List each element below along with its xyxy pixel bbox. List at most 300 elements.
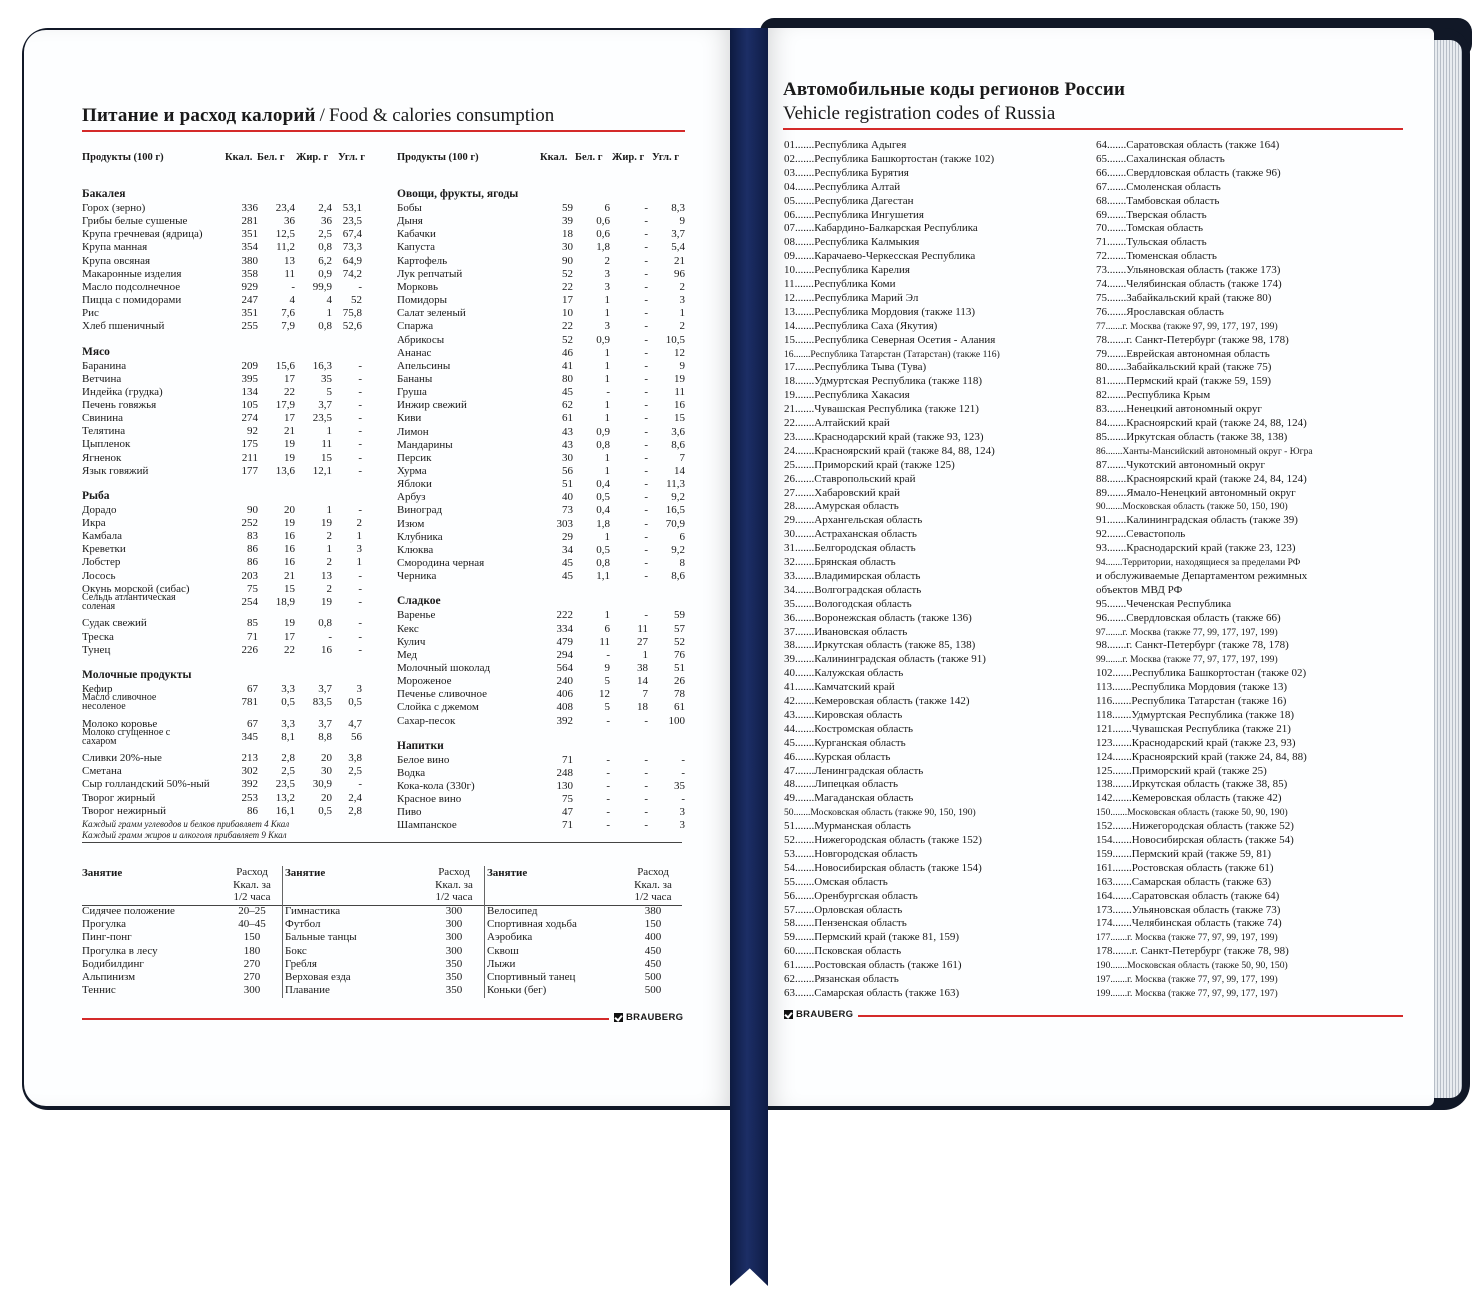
food-row (82, 399, 372, 412)
food-row (82, 543, 372, 556)
food-row (397, 399, 687, 412)
food-row (397, 347, 687, 360)
food-row (397, 465, 687, 478)
food-name: Индейка (грудка) (82, 385, 163, 398)
food-value: 13 (284, 254, 295, 267)
food-value: 3,3 (281, 682, 295, 695)
food-value: 21 (284, 425, 295, 438)
food-value: 3,7 (318, 717, 332, 730)
food-title-en: Food & calories consumption (328, 105, 555, 126)
food-value: - (644, 766, 648, 779)
food-value: 0,5 (318, 804, 332, 817)
food-value: 27 (637, 635, 648, 648)
food-value: 2,4 (348, 791, 362, 804)
food-row (82, 792, 372, 805)
food-value: 99,9 (312, 280, 332, 293)
region-code-item: 116.......Республика Татарстан (также 16) (1096, 695, 1287, 707)
food-value: - (358, 503, 362, 516)
food-name: Морковь (397, 280, 439, 293)
food-value: 17 (284, 412, 295, 425)
food-value: 17 (284, 372, 295, 385)
activity-value: 380 (644, 905, 662, 917)
food-value: 56 (562, 465, 573, 477)
food-value: 15 (321, 451, 332, 464)
red-divider (858, 1015, 1403, 1017)
region-code-item: 164.......Саратовская область (также 64) (1096, 889, 1280, 902)
food-value: 105 (241, 398, 258, 411)
food-title (82, 105, 554, 127)
activity-name: Спортивный танец (487, 971, 576, 983)
region-code-item: 36.......Воронежская область (также 136) (784, 611, 972, 624)
food-value: 71 (247, 630, 258, 643)
food-value: 1 (604, 530, 610, 543)
region-code-item: 33.......Владимирская область (784, 569, 921, 582)
region-code-item: 61.......Ростовская область (также 161) (784, 959, 962, 972)
food-section-title: Овощи, фрукты, ягоды (397, 188, 519, 200)
food-value: 1 (679, 307, 685, 320)
food-value: - (358, 630, 362, 643)
food-name: Клубника (397, 530, 443, 543)
food-value: 8,6 (671, 570, 685, 583)
food-name: Сыр голландский 50%-ный (82, 778, 210, 791)
food-name: Телятина (82, 425, 126, 438)
activity-value: 300 (445, 944, 463, 957)
food-value: 1 (604, 451, 610, 464)
food-name: Ягненок (82, 451, 122, 464)
activity-header-rate: Расход (236, 866, 268, 878)
food-value: 134 (241, 385, 258, 398)
activity-name: Теннис (82, 984, 116, 997)
food-name: Бобы (397, 202, 422, 214)
food-value: 75 (562, 793, 573, 806)
food-value: 10 (562, 307, 573, 320)
food-row (397, 215, 687, 228)
food-name: Лосось (82, 569, 116, 582)
food-value: 2,4 (318, 202, 332, 214)
activity-value: 500 (644, 971, 662, 983)
bookmark-ribbon (730, 28, 768, 1286)
activity-value: 40–45 (238, 918, 266, 931)
food-row (397, 373, 687, 386)
food-value: 67 (247, 682, 258, 695)
brand-logo (614, 1012, 683, 1023)
region-code-item: 94.......Территории, находящиеся за пределами РФ (1096, 557, 1301, 568)
food-section-title: Напитки (397, 739, 444, 752)
food-value: 1,8 (596, 241, 610, 254)
food-value: 39 (562, 215, 573, 228)
region-code-item: 15.......Республика Северная Осетия - Алания (784, 333, 996, 346)
region-code-item: 83.......Ненецкий автономный округ (1096, 403, 1262, 416)
food-value: - (606, 806, 610, 819)
region-code-item: 14.......Республика Саха (Якутия) (784, 319, 938, 332)
food-value: 781 (241, 696, 258, 708)
brand-logo (784, 1009, 853, 1020)
food-value: 11 (284, 267, 295, 280)
food-value: 274 (241, 412, 258, 425)
food-row (82, 294, 372, 307)
calorie-note-1: Каждый грамм углеводов и белков прибавляет 4 Ккал (82, 819, 290, 829)
food-value: 43 (562, 425, 573, 438)
food-name: Персик (397, 451, 432, 464)
food-name: Творог нежирный (82, 804, 166, 817)
activity-header-rate: Ккал. за (634, 878, 672, 891)
food-name: Груша (397, 386, 427, 399)
food-value: 2 (679, 320, 685, 333)
activity-value: 20–25 (238, 905, 266, 917)
food-value: 1 (604, 294, 610, 307)
region-code-item: 10.......Республика Карелия (784, 264, 910, 277)
food-row (82, 281, 372, 294)
food-value: 22 (284, 643, 295, 656)
activity-value: 350 (445, 971, 463, 983)
food-row (82, 644, 372, 657)
food-value: 14 (637, 675, 648, 688)
food-value: 19 (321, 517, 332, 529)
food-row (82, 228, 372, 241)
food-name: Капуста (397, 241, 436, 254)
food-value: 12 (674, 346, 685, 359)
food-value: 45 (562, 386, 573, 399)
food-row (397, 767, 687, 780)
food-row (397, 715, 687, 728)
region-code-item: 98.......г. Санкт-Петербург (также 78, 178) (1096, 639, 1289, 652)
food-name: Сахар-песок (397, 714, 456, 727)
food-value: 11 (637, 622, 648, 635)
region-code-item: 58.......Пензенская область (784, 917, 907, 930)
food-name: Цыпленок (82, 438, 131, 451)
food-value: 13 (321, 569, 332, 582)
food-value: 203 (241, 569, 258, 582)
food-value: 1 (326, 425, 332, 438)
food-value: 83 (247, 530, 258, 543)
food-value: 17,9 (275, 398, 295, 411)
food-value: 0,9 (596, 333, 610, 346)
region-code-item: 28.......Амурская область (784, 500, 899, 513)
food-value: 395 (241, 372, 258, 385)
region-code-item: 21.......Чувашская Республика (также 121) (784, 403, 979, 416)
region-code-item: 81.......Пермский край (также 59, 159) (1096, 375, 1272, 388)
food-name: Свинина (82, 412, 123, 425)
food-name: Лобстер (82, 556, 121, 569)
food-value: 175 (241, 438, 258, 451)
food-value: 1,1 (596, 570, 610, 583)
food-value: 80 (562, 372, 573, 385)
food-value: - (644, 819, 648, 832)
food-value: 2 (326, 556, 332, 569)
food-value: - (644, 438, 648, 451)
food-value: 1 (356, 530, 362, 543)
activity-name: Гребля (285, 957, 317, 970)
region-code-item: 13.......Республика Мордовия (также 113) (784, 305, 976, 318)
food-value: 10,5 (665, 333, 685, 346)
food-name: Белое вино (397, 753, 450, 766)
activity-header-rate: Ккал. за (233, 878, 271, 891)
food-value: 90 (247, 503, 258, 516)
food-value: 281 (241, 215, 258, 228)
region-code-item: 154.......Новосибирская область (также 54) (1096, 834, 1294, 846)
food-value: 351 (241, 228, 258, 241)
food-value: 76 (674, 648, 685, 661)
food-row (82, 504, 372, 517)
food-row (397, 268, 687, 281)
food-value: 6,2 (318, 254, 332, 267)
activity-name: Гимнастика (285, 905, 341, 917)
region-code-item: 76.......Ярославская область (1096, 305, 1224, 318)
region-code-item: 48.......Липецкая область (784, 778, 899, 791)
region-code-item: 49.......Магаданская область (784, 792, 914, 805)
food-value: - (358, 425, 362, 438)
activity-value: 300 (445, 931, 463, 944)
food-value: 30,9 (312, 778, 332, 791)
food-value: 0,4 (596, 478, 610, 491)
region-code-item: 96.......Свердловская область (также 66) (1096, 611, 1281, 624)
food-row (82, 765, 372, 778)
region-code-item: 178.......г. Санкт-Петербург (также 78, 98) (1096, 945, 1289, 958)
food-name: Творог жирный (82, 791, 156, 804)
activity-value: 300 (445, 918, 463, 931)
food-name: Картофель (397, 254, 448, 267)
food-name: Апельсины (397, 359, 451, 372)
food-value: 13,2 (275, 791, 295, 804)
food-value: 92 (247, 425, 258, 438)
food-value: 0,5 (596, 491, 610, 504)
food-value: 303 (556, 517, 573, 530)
food-name: Изюм (397, 517, 425, 530)
food-value: 247 (241, 294, 258, 307)
region-code-item: 53.......Новгородская область (784, 847, 918, 860)
food-value: 7,6 (281, 307, 295, 320)
food-value: - (606, 648, 610, 661)
food-value: 2,8 (281, 752, 295, 765)
activity-name: Коньки (бег) (487, 984, 547, 997)
food-value: 23,4 (275, 202, 295, 214)
food-value: - (644, 241, 648, 254)
food-value: - (606, 780, 610, 792)
food-value: 11 (321, 438, 332, 451)
food-value: 0,5 (281, 696, 295, 708)
food-value: 211 (241, 451, 258, 464)
food-value: 0,8 (318, 617, 332, 630)
food-value: 22 (284, 385, 295, 398)
region-code-item: объектов МВД РФ (1096, 583, 1183, 596)
red-divider (82, 130, 685, 132)
food-name: Молочный шоколад (397, 661, 491, 674)
food-value: - (644, 451, 648, 464)
food-value: 1 (604, 359, 610, 372)
food-value: 26 (674, 675, 685, 688)
food-row (82, 752, 372, 765)
activity-value: 500 (644, 984, 662, 997)
region-code-item: 62.......Рязанская область (784, 973, 899, 985)
food-name: Мороженое (397, 675, 452, 688)
food-value: 73,3 (342, 241, 362, 254)
food-value: 52,6 (342, 320, 362, 333)
region-code-item: 77.......г. Москва (также 97, 99, 177, 197, 199) (1096, 320, 1278, 332)
food-row (397, 412, 687, 425)
food-value: - (358, 582, 362, 595)
food-row (397, 478, 687, 491)
food-value: 1 (326, 307, 332, 320)
region-code-item: 05.......Республика Дагестан (784, 194, 914, 207)
food-value: 59 (674, 609, 685, 622)
food-value: 253 (241, 791, 258, 804)
food-value: 16 (674, 399, 685, 412)
food-value: - (644, 425, 648, 438)
region-code-item: 37.......Ивановская область (784, 625, 908, 638)
food-value: - (644, 280, 648, 293)
food-name: Печенье сливочное (397, 688, 488, 701)
food-name: Хурма (397, 465, 427, 477)
region-code-item: 173.......Ульяновская область (также 73) (1096, 903, 1281, 916)
food-value: 96 (674, 267, 685, 280)
food-value: 3,7 (318, 398, 332, 411)
food-value: - (681, 766, 685, 779)
calorie-note-2: Каждый грамм жиров и алкоголя прибавляет 9 Ккал (82, 830, 287, 840)
region-code-item: 52.......Нижегородская область (также 152) (784, 834, 982, 846)
food-value: 14 (674, 465, 685, 477)
food-value: 345 (241, 730, 258, 743)
region-code-item: 66.......Свердловская область (также 96) (1096, 166, 1281, 179)
food-name: Рис (82, 307, 99, 320)
region-code-item: 68.......Тамбовская область (1096, 194, 1220, 207)
food-col-header: Бел. г (257, 152, 285, 163)
food-value: 67 (247, 717, 258, 730)
region-code-item: 174.......Челябинская область (также 74) (1096, 917, 1282, 930)
activity-value: 270 (243, 957, 261, 970)
activity-value: 400 (644, 931, 662, 944)
food-value: 7 (679, 451, 685, 464)
food-value: 2,5 (348, 765, 362, 778)
food-row (397, 518, 687, 531)
food-value: 16,3 (312, 359, 332, 372)
food-row (82, 215, 372, 228)
region-code-item: 92.......Севастополь (1096, 528, 1186, 541)
food-value: - (644, 215, 648, 228)
food-value: - (358, 451, 362, 464)
region-code-item: 190.......Московская область (также 50, 90, 150) (1096, 960, 1288, 972)
food-value: 0,9 (318, 267, 332, 280)
region-code-item: 23.......Краснодарский край (также 93, 123) (784, 430, 984, 443)
food-value: - (644, 478, 648, 491)
food-row (397, 780, 687, 793)
food-name: Баранина (82, 359, 127, 372)
food-value: 1,8 (596, 517, 610, 530)
food-value: - (291, 280, 295, 293)
food-value: 16 (284, 556, 295, 569)
region-code-item: 16.......Республика Татарстан (Татарстан) (также 116) (784, 348, 1000, 360)
activity-value: 350 (445, 984, 463, 997)
food-value: - (644, 780, 648, 792)
activity-name: Спортивная ходьба (487, 918, 577, 931)
food-value: - (644, 793, 648, 806)
food-row (397, 452, 687, 465)
red-divider (82, 1018, 609, 1020)
activity-header-rate: 1/2 часа (233, 891, 271, 903)
activity-name: Альпинизм (82, 971, 136, 983)
food-value: 61 (674, 701, 685, 714)
region-code-item: 04.......Республика Алтай (784, 180, 901, 193)
activity-header-rate: Расход (637, 866, 669, 878)
food-row (397, 202, 687, 215)
food-name: Смородина черная (397, 557, 485, 570)
food-name: Арбуз (397, 491, 426, 504)
region-code-item: 50.......Московская область (также 90, 150, 190) (784, 807, 976, 819)
region-code-item: 41.......Камчатский край (784, 681, 895, 694)
region-code-item: 07.......Кабардино-Балкарская Республика (784, 222, 978, 235)
region-code-item: 67.......Смоленская область (1096, 180, 1221, 193)
region-code-item: 59.......Пермский край (также 81, 159) (784, 931, 960, 944)
food-row (82, 631, 372, 644)
food-value: 36 (321, 215, 332, 228)
food-name: Ветчина (82, 372, 122, 385)
food-value: 78 (674, 688, 685, 701)
food-value: 16 (284, 530, 295, 543)
food-name: Креветки (82, 543, 126, 556)
food-col-header: Жир. г (612, 152, 645, 163)
food-value: - (644, 294, 648, 307)
food-row (397, 439, 687, 452)
food-value: 392 (241, 778, 258, 791)
food-value: - (606, 793, 610, 806)
activity-name: Велосипед (487, 905, 538, 917)
food-value: - (606, 753, 610, 766)
food-value: 2 (326, 582, 332, 595)
food-row (82, 307, 372, 320)
region-code-item: 102.......Республика Башкортостан (также 02) (1096, 667, 1307, 680)
food-name: Крупа манная (82, 241, 148, 254)
food-value: - (644, 753, 648, 766)
food-row (397, 504, 687, 517)
food-row (397, 386, 687, 399)
food-value: 90 (562, 254, 573, 267)
region-code-item: 27.......Хабаровский край (784, 486, 901, 499)
food-section-title: Сладкое (397, 595, 441, 608)
region-code-item: 82.......Республика Крым (1096, 389, 1211, 402)
food-value: 8,6 (671, 438, 685, 451)
food-value: 16 (321, 643, 332, 656)
food-name: Бананы (397, 372, 433, 385)
food-value: 52 (674, 635, 685, 648)
food-value: - (644, 609, 648, 622)
region-code-item: 121.......Чувашская Республика (также 21) (1096, 722, 1291, 735)
activity-name: Бодибилдинг (82, 957, 144, 970)
region-code-item: 57.......Орловская область (784, 903, 903, 916)
activity-value: 450 (644, 944, 662, 957)
region-code-item: 159.......Пермский край (также 59, 81) (1096, 847, 1272, 860)
food-value: 3 (356, 543, 362, 556)
food-value: 30 (321, 765, 332, 778)
food-value: 21 (284, 569, 295, 582)
food-name: Помидоры (397, 294, 448, 307)
food-value: - (358, 359, 362, 372)
food-value: 19 (321, 595, 332, 608)
food-value: 15 (674, 412, 685, 425)
food-name: Сельдь атлантическая соленая (82, 591, 176, 612)
food-value: 23,5 (275, 778, 295, 791)
food-value: 57 (674, 622, 685, 635)
food-value: 6 (604, 202, 610, 214)
food-row (397, 228, 687, 241)
food-name: Печень говяжья (82, 398, 157, 411)
activity-value: 150 (644, 918, 662, 931)
food-section-title: Мясо (82, 345, 110, 358)
region-code-item: 163.......Самарская область (также 63) (1096, 875, 1272, 888)
food-value: 51 (562, 478, 573, 491)
food-name: Пицца с помидорами (82, 294, 182, 307)
food-value: 1 (604, 412, 610, 425)
food-value: 16,1 (275, 804, 295, 817)
food-value: 11,3 (666, 478, 685, 491)
